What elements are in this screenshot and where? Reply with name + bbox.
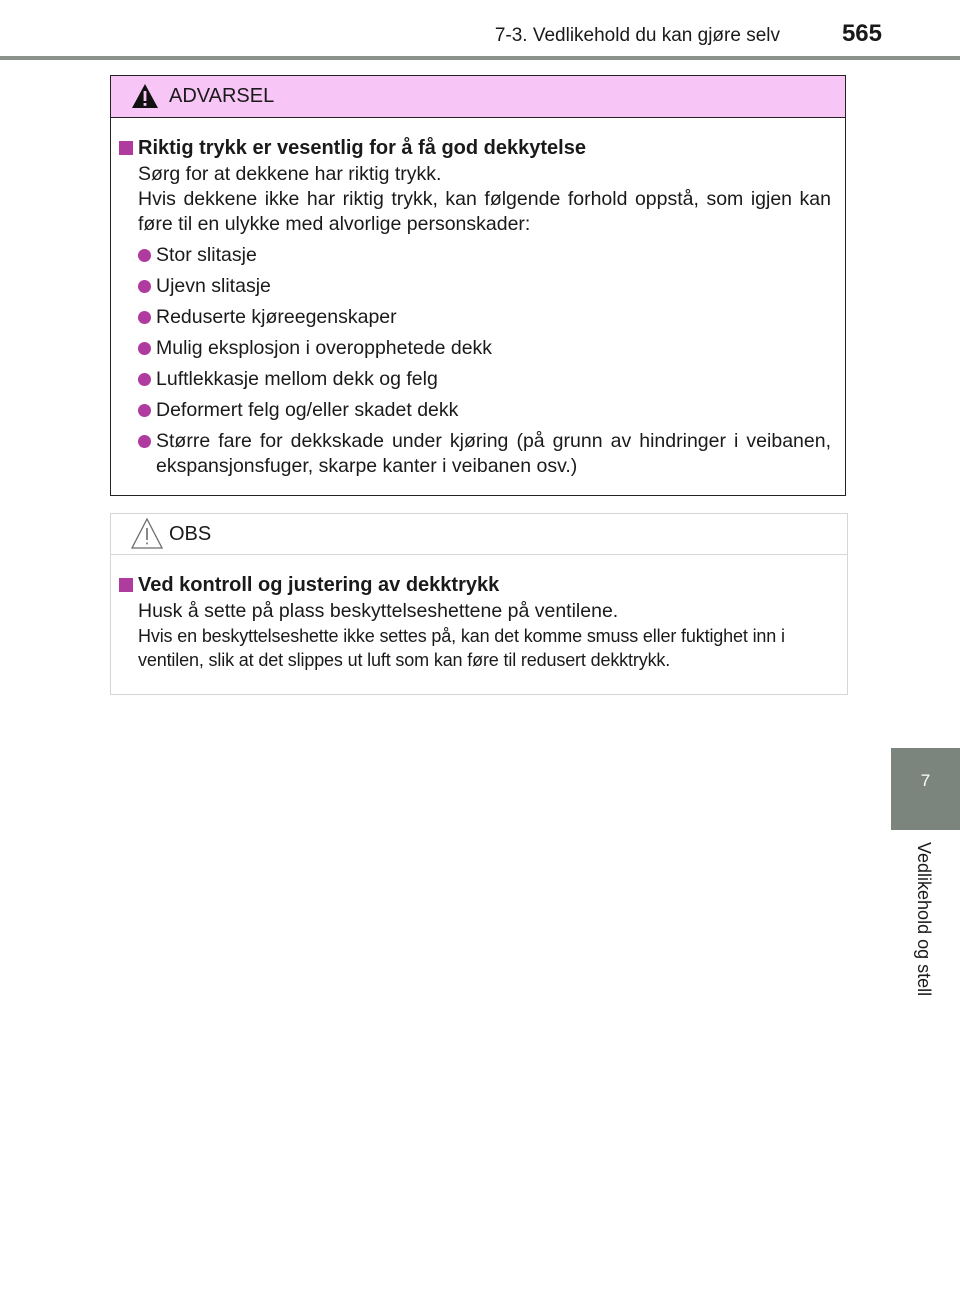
- square-bullet-icon: [119, 141, 133, 155]
- page-number: 565: [841, 20, 882, 47]
- list-item-text: Stor slitasje: [156, 244, 257, 266]
- circle-bullet-icon: [138, 249, 151, 262]
- list-item-text: Større fare for dekkskade under kjøring (på grunn av hindringer i veibanen, ekspansjonsfuger, skarpe kanter i veibanen osv.): [156, 430, 831, 477]
- chapter-tab[interactable]: [891, 748, 960, 830]
- section-title: 7-3. Vedlikehold du kan gjøre selv: [494, 25, 780, 46]
- warning-title: ADVARSEL: [169, 85, 275, 107]
- chapter-title: Vedlikehold og stell: [914, 842, 934, 997]
- warning-bullet-list: [125, 243, 831, 479]
- list-item-text: Deformert felg og/eller skadet dekk: [156, 399, 459, 421]
- warning-heading-text: Riktig trykk er vesentlig for å få god dekkytelse: [138, 137, 586, 159]
- chapter-number: 7: [920, 771, 931, 790]
- list-item: [138, 305, 831, 330]
- list-item-text: Reduserte kjøreegenskaper: [156, 306, 397, 328]
- circle-bullet-icon: [138, 435, 151, 448]
- notice-box: [110, 513, 848, 695]
- warning-intro-line2: Hvis dekkene ikke har riktig trykk, kan følgende forhold oppstå, som igjen kan føre til en ulykke med alvorlige personskader:: [138, 188, 831, 235]
- notice-line1: Husk å sette på plass beskyttelseshettene på ventilene.: [138, 600, 619, 622]
- list-item: [138, 336, 831, 361]
- header-divider: [0, 56, 960, 60]
- square-bullet-icon: [119, 578, 133, 592]
- list-item: [138, 274, 831, 299]
- notice-line2: Hvis en beskyttelseshette ikke settes på, kan det komme smuss eller fuktighet inn i ventilen, slik at det slippes ut luft som kan føre til redusert dekktrykk.: [138, 626, 785, 670]
- list-item-text: Mulig eksplosjon i overopphetede dekk: [156, 337, 493, 359]
- notice-header: [111, 514, 847, 555]
- caution-triangle-outline-icon: [130, 517, 164, 551]
- warning-item-heading: [125, 134, 831, 162]
- warning-triangle-icon: [131, 83, 159, 109]
- list-item-text: Luftlekkasje mellom dekk og felg: [156, 368, 438, 390]
- warning-box: [110, 75, 846, 496]
- warning-header: [111, 76, 845, 118]
- circle-bullet-icon: [138, 404, 151, 417]
- notice-title: OBS: [169, 523, 212, 545]
- warning-intro-line1: Sørg for at dekkene har riktig trykk.: [138, 163, 442, 185]
- page-header: [0, 0, 960, 60]
- list-item: [138, 429, 831, 479]
- circle-bullet-icon: [138, 342, 151, 355]
- chapter-side-label: [891, 842, 960, 1032]
- circle-bullet-icon: [138, 373, 151, 386]
- notice-body: [111, 555, 847, 672]
- list-item: [138, 398, 831, 423]
- list-item: [138, 367, 831, 392]
- circle-bullet-icon: [138, 311, 151, 324]
- notice-heading-text: Ved kontroll og justering av dekktrykk: [138, 574, 500, 596]
- list-item: [138, 243, 831, 268]
- notice-item-heading: [125, 571, 833, 599]
- list-item-text: Ujevn slitasje: [156, 275, 271, 297]
- warning-body: [111, 118, 845, 479]
- circle-bullet-icon: [138, 280, 151, 293]
